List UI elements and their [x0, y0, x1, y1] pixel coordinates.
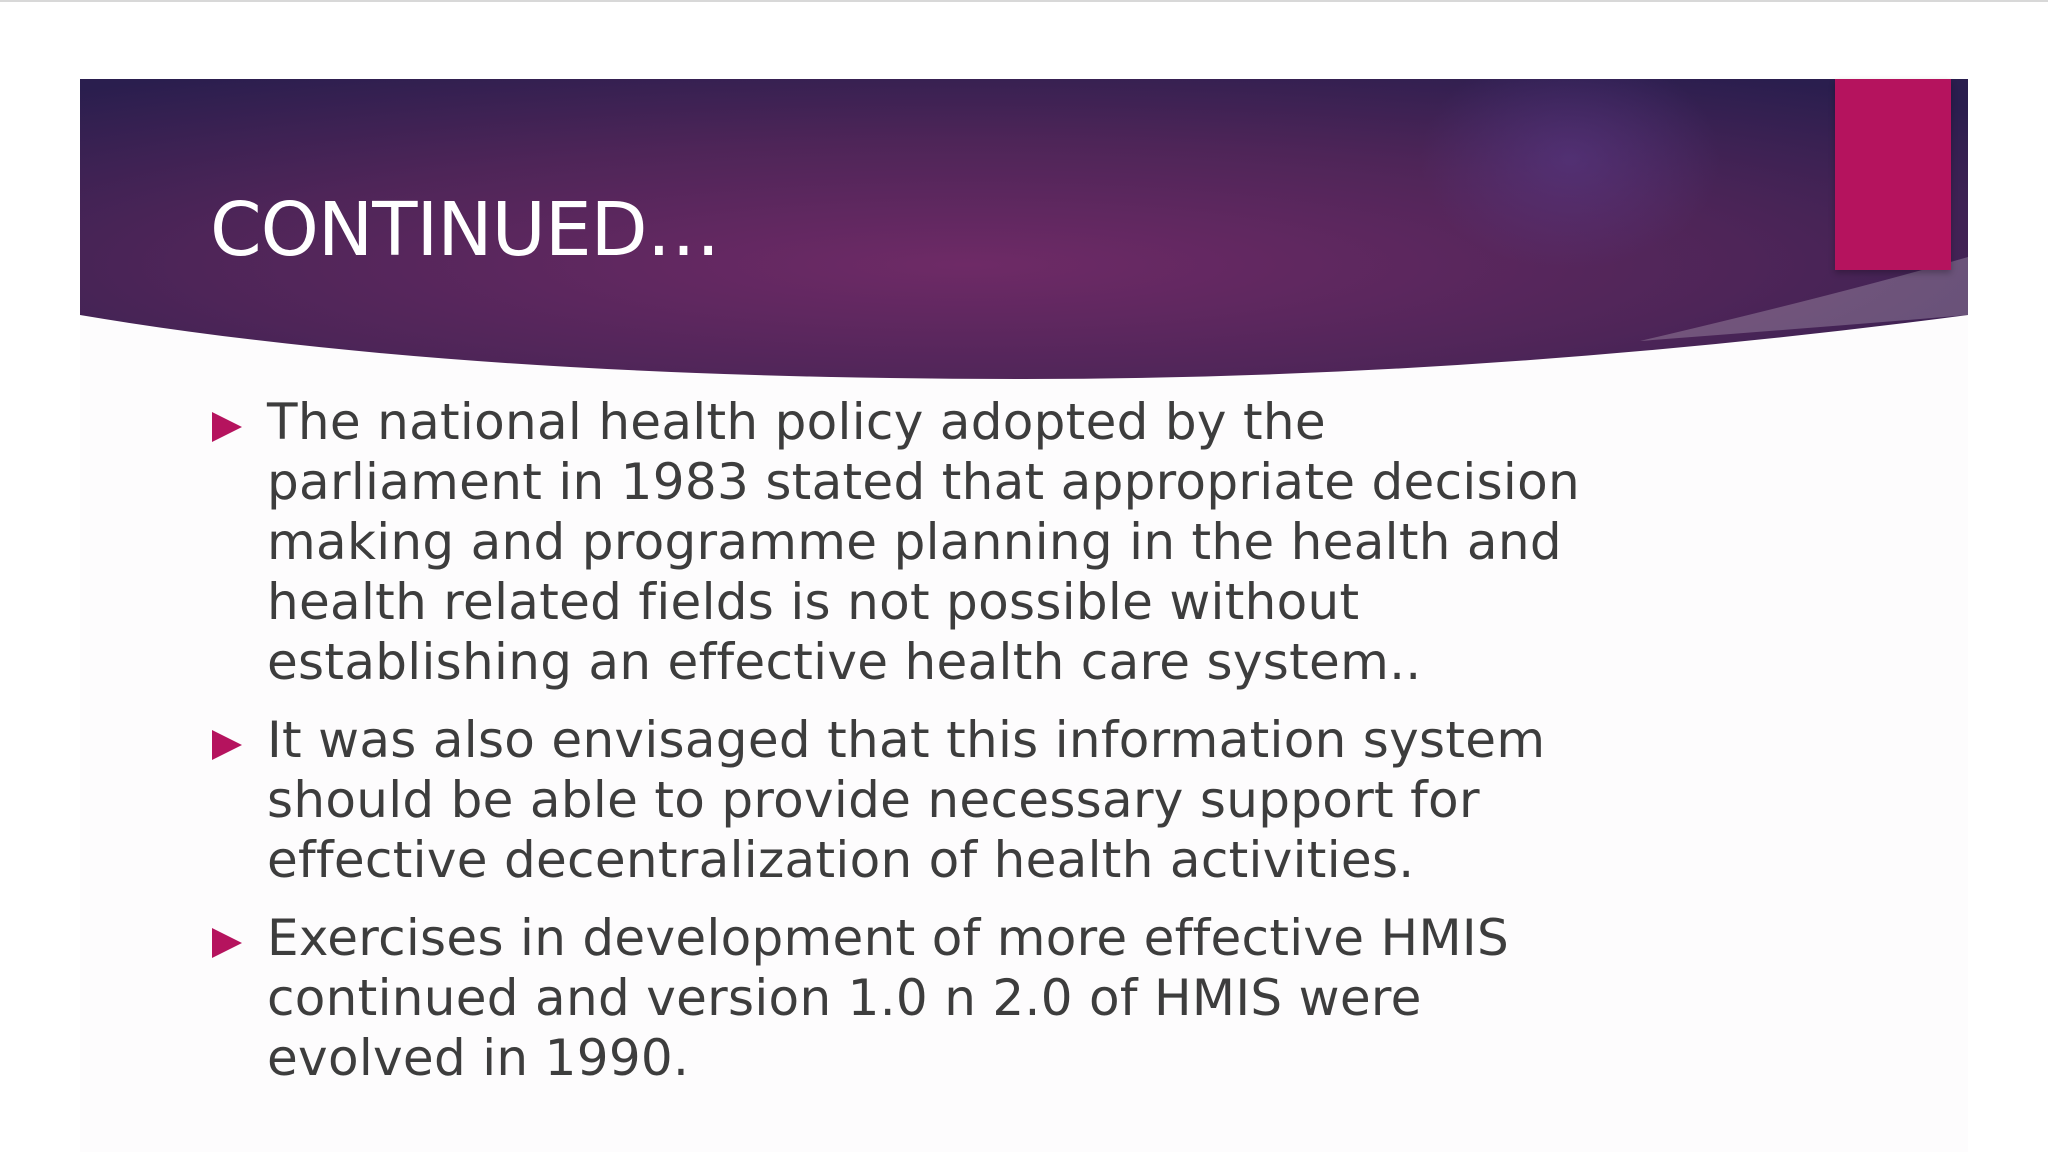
- bullet-line: health related fields is not possible without: [267, 573, 1360, 631]
- bullet-line: effective decentralization of health activities.: [267, 831, 1415, 889]
- bullet-item: [210, 392, 1770, 692]
- slide-title: CONTINUED…: [210, 187, 720, 273]
- bullet-line: making and programme planning in the health and: [267, 513, 1562, 571]
- bullet-line: establishing an effective health care system..: [267, 633, 1422, 691]
- bullet-line: continued and version 1.0 n 2.0 of HMIS were: [267, 969, 1422, 1027]
- accent-tab: [1835, 79, 1951, 270]
- bullet-item: [210, 908, 1770, 1088]
- bullet-line: The national health policy adopted by the: [267, 393, 1326, 451]
- bullet-list: [210, 392, 1770, 1106]
- bullet-line: It was also envisaged that this information system: [267, 711, 1546, 769]
- title-banner: [80, 79, 1968, 379]
- slide: [80, 79, 1968, 1152]
- bullet-line: evolved in 1990.: [267, 1029, 690, 1087]
- triangle-bullet-icon: [212, 730, 242, 760]
- bullet-line: Exercises in development of more effective HMIS: [267, 909, 1509, 967]
- bullet-line: should be able to provide necessary support for: [267, 771, 1480, 829]
- triangle-bullet-icon: [212, 928, 242, 958]
- bullet-item: [210, 710, 1770, 890]
- bullet-line: parliament in 1983 stated that appropriate decision: [267, 453, 1581, 511]
- triangle-bullet-icon: [212, 412, 242, 442]
- top-divider: [0, 0, 2048, 2]
